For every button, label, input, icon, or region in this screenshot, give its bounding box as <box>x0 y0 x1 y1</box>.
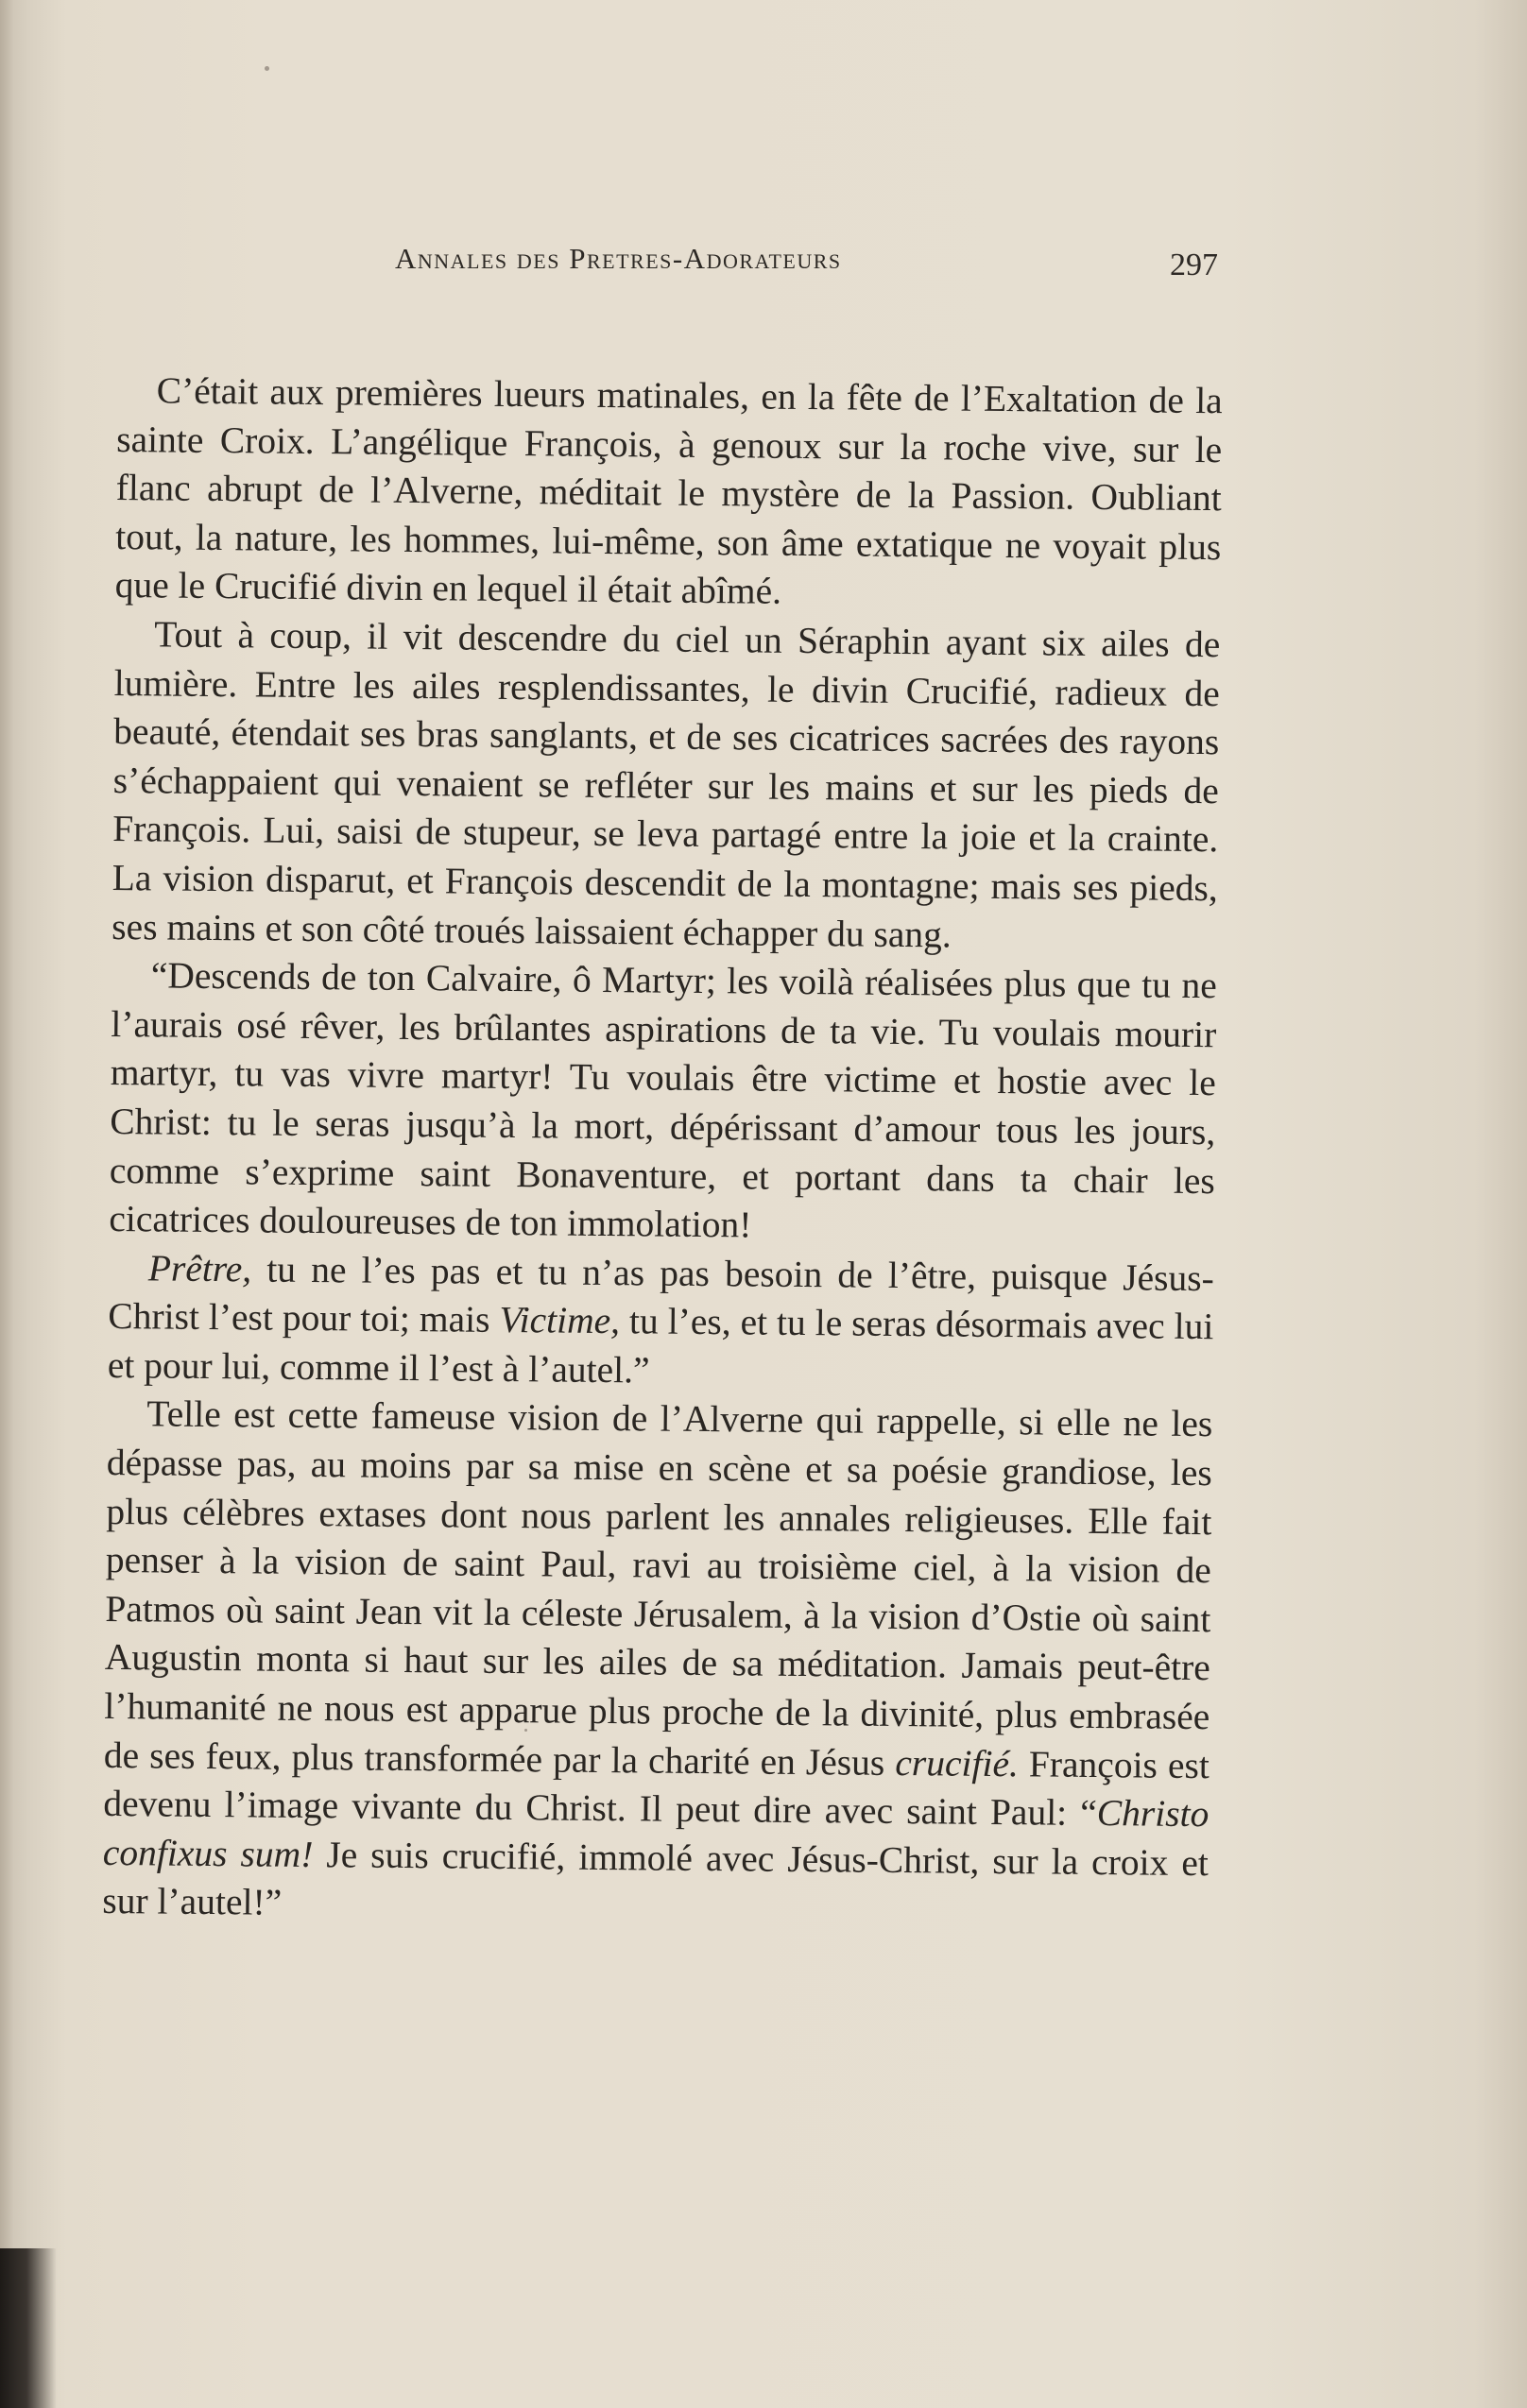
spine-edge <box>0 0 13 2408</box>
page-number: 297 <box>1170 248 1218 282</box>
binding-shadow <box>0 2248 57 2408</box>
paragraph-5 <box>102 1390 1212 1937</box>
paper-speck <box>265 66 269 71</box>
paragraph-5-text-2: François est devenu l’image vivante du Christ. Il peut dire avec saint Paul: “ <box>103 1742 1210 1835</box>
paragraph-3: “Descends de ton Calvaire, ô Martyr; les voilà réalisées plus que tu ne l’aurais osé rêver, les brûlantes aspirations de ta vie. Tu voulais mourir martyr, tu vas vivre martyr! Tu voulais être victime et hostie avec le Christ: tu le seras jusqu’à la mort, dépérissant d’amour tous les jours, comme s’exprime saint Bonaventure, et portant dans ta chair les cicatrices douloureuses de ton immolation! <box>109 954 1217 1246</box>
paragraph-5-text-3: Je suis crucifié, immolé avec Jésus-Christ, sur la croix et sur l’autel!” <box>102 1833 1210 1924</box>
paragraph-1: C’était aux premières lueurs matinales, en la fête de l’Exaltation de la sainte Croix. L’angélique François, à genoux sur la roche vive, sur le flanc abrupt de l’Alverne, méditait le mystère de la Passion. Oubliant tout, la nature, les hommes, lui-même, son âme extatique ne voyait plus que le Crucifié divin en lequel il était abîmé. <box>114 369 1223 613</box>
italic-word-victime: Victime, <box>499 1299 621 1342</box>
italic-latin-quote: Christo confixus sum! <box>102 1792 1210 1875</box>
italic-word-crucifie: crucifié. <box>895 1741 1020 1785</box>
paragraph-2: Tout à coup, il vit descendre du ciel un Séraphin ayant six ailes de lumière. Entre les ailes resplendissantes, le divin Crucifié, radieux de beauté, étendait ses bras sanglants, et de ses cicatrices sacrées des rayons s’échappaient qui venaient se refléter sur les mains et sur les pieds de François. Lui, saisi de stupeur, se leva partagé entre la joie et la crainte. La vision disparut, et François descendit de la montagne; mais ses pieds, ses mains et son côté troués laissaient échapper du sang. <box>112 613 1221 956</box>
italic-word-pretre: Prêtre, <box>147 1247 252 1290</box>
paragraph-5-text-1: Telle est cette fameuse vision de l’Alverne qui rappelle, si elle ne les dépasse pas, au moins par sa mise en scène et sa poésie grandiose, les plus célèbres extases dont nous parlent les annales religieuses. Elle fait penser à la vision de saint Paul, ravi au troisième ciel, à la vision de Patmos où saint Jean vit la céleste Jérusalem, à la vision d’Ostie où saint Augustin monta si haut sur les ailes de sa méditation. Jamais peut-être l’humanité ne nous est apparue plus proche de la divinité, plus embrasée de ses feux, plus transformée par la charité en Jésus <box>103 1392 1213 1784</box>
running-title: Annales des Pretres-Adorateurs <box>395 242 842 275</box>
paragraph-4 <box>108 1244 1214 1401</box>
paragraph-4-text-1: tu ne l’es pas et tu n’as pas besoin de l’être, puisque Jésus-Christ l’est pour toi; mais <box>108 1248 1215 1341</box>
paragraph-4-text-2: tu l’es, et tu le seras désormais avec lui et pour lui, comme il l’est à l’autel.” <box>107 1300 1214 1392</box>
body-text <box>102 367 1223 1937</box>
